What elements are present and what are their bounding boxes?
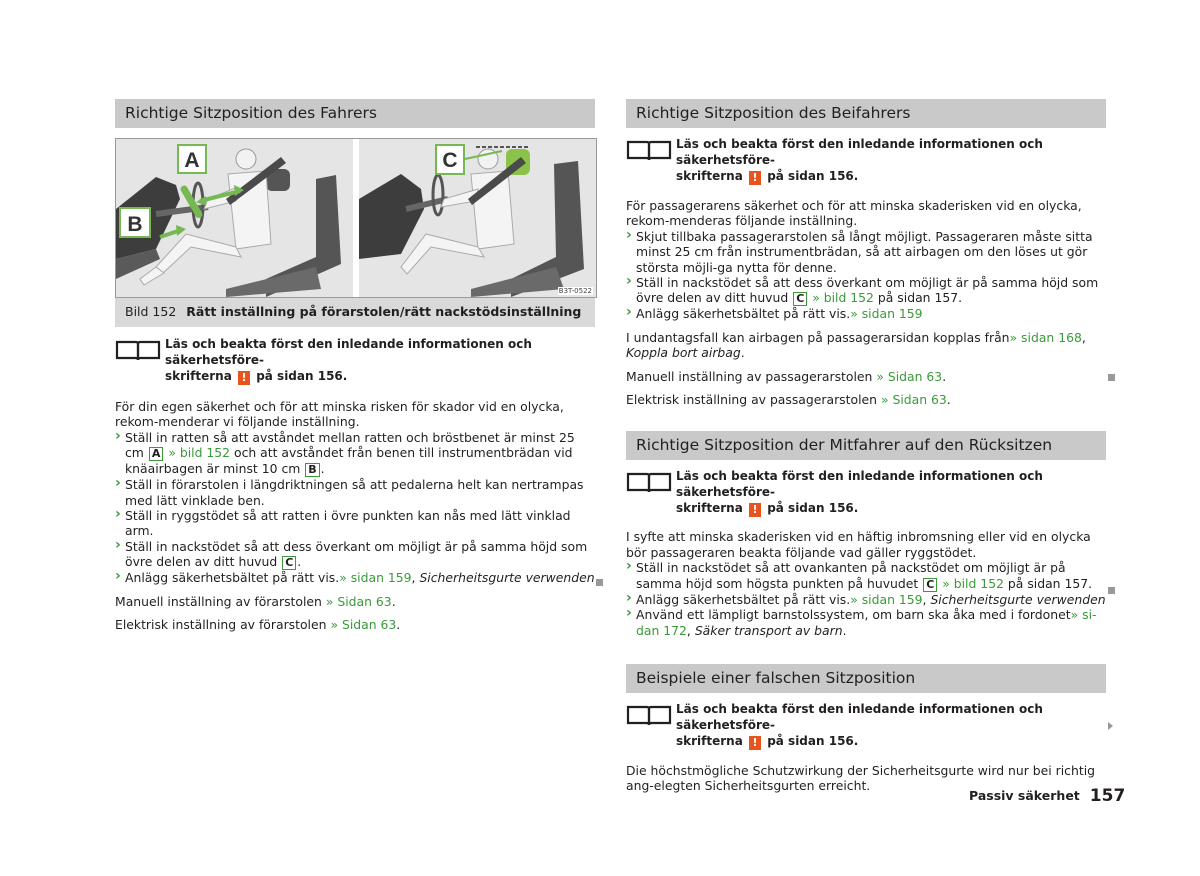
link-bild-152[interactable]: » bild 152	[812, 290, 874, 306]
list-item: › Ställ in ratten så att avståndet mellan ratten och bröstbenet är minst 25 cm A » bild 152 och att avståndet från benen till instrumentbrädan vid knäairbagen är minst 10 cm B .	[115, 430, 595, 477]
svg-text:A: A	[184, 149, 200, 172]
book-icon	[626, 470, 672, 494]
intro-paragraph: Die höchstmögliche Schutzwirkung der Sicherheitsgurte wird nur bei richtig ang-elegten Sicherheitsgurten erreicht.	[626, 762, 1095, 794]
link-sidan-159[interactable]: » sidan 159	[850, 591, 923, 607]
page-number: 157	[1089, 786, 1126, 806]
figure-caption	[115, 298, 595, 327]
book-icon	[626, 138, 672, 162]
link-sidan-63[interactable]: » Sidan 63	[325, 593, 392, 609]
book-icon	[115, 338, 161, 362]
warning-line-2: skrifterna	[676, 169, 743, 183]
link-sidan-168[interactable]: » sidan 168	[1009, 329, 1082, 345]
figure-code: B3T-0522	[558, 287, 592, 295]
link-sidan-63[interactable]: » Sidan 63	[330, 617, 397, 633]
caption-text: Rätt inställning på förarstolen/rätt nackstödsinställning	[186, 304, 582, 319]
caption-number: Bild 152	[125, 304, 177, 319]
intro-paragraph: För din egen säkerhet och för att minska risken för skador vid en olycka, rekom-menderar vi följande inställning.	[115, 399, 564, 430]
page-footer	[969, 786, 1125, 806]
list-item: › Ställ in nackstödet så att dess överkant om möjligt är på samma höjd som övre delen av ditt huvud C .	[115, 539, 595, 570]
section-end-marker	[1108, 587, 1115, 594]
warning-line-1: Läs och beakta först den inledande informationen och säkerhetsföre-	[676, 137, 1043, 167]
left-column	[115, 99, 595, 632]
book-icon	[626, 703, 672, 727]
continue-arrow-icon	[1108, 722, 1113, 730]
link-bild-152[interactable]: » bild 152	[942, 575, 1004, 591]
link-sidan-172[interactable]: » si-dan 172	[636, 607, 1097, 638]
warning-page-ref: på sidan 156.	[767, 733, 859, 748]
section-heading-driver: Richtige Sitzposition des Fahrers	[115, 99, 595, 128]
figure-label-a	[178, 145, 206, 173]
list-item: › Använd ett lämpligt barnstolssystem, om barn ska åka med i fordonet» si-dan 172, Säker transport av barn.	[626, 607, 1106, 638]
ref-box-b: B	[305, 463, 319, 477]
warning-icon: !	[749, 171, 761, 185]
warning-line-1: Läs och beakta först den inledande informationen och säkerhetsföre-	[676, 469, 1043, 500]
warning-page-ref: på sidan 156.	[767, 501, 859, 516]
warning-line-1: Läs och beakta först den inledande informationen och säkerhetsföre-	[165, 337, 532, 367]
list-item: › Ställ in ryggstödet så att ratten i övre punkten kan nås med lätt vinklad arm.	[115, 508, 595, 539]
section-heading-rear-seats: Richtige Sitzposition der Mitfahrer auf den Rücksitzen	[626, 431, 1106, 460]
section-heading-passenger: Richtige Sitzposition des Beifahrers	[626, 99, 1106, 128]
ref-box-c: C	[793, 292, 807, 306]
footer-section: Passiv säkerhet	[969, 788, 1080, 803]
section-end-marker	[1108, 374, 1115, 381]
electric-adjustment: Elektrisk inställning av förarstolen » Sidan 63.	[115, 617, 401, 633]
section-heading-wrong-position: Beispiele einer falschen Sitzposition	[626, 664, 1106, 693]
electric-adjustment: Elektrisk inställning av passagerarstolen » Sidan 63.	[626, 392, 951, 408]
ref-box-a: A	[149, 447, 164, 461]
warning-line-1: Läs och beakta först den inledande informationen och säkerhetsföre-	[676, 701, 1043, 732]
warning-note	[626, 701, 1106, 750]
airbag-deactivation: I undantagsfall kan airbagen på passagerarsidan kopplas från» sidan 168, Koppla bort airbag.	[626, 329, 1086, 361]
seat-illustration	[116, 139, 596, 297]
list-item: › Ställ in nackstödet så att ovankanten på nackstödet om möjligt är på samma höjd som högsta punkten på huvudet C » bild 152 på sidan 157.	[626, 560, 1106, 591]
warning-page-ref: på sidan 156.	[767, 169, 859, 183]
figure-label-c	[436, 145, 464, 174]
figure-label-b	[120, 208, 150, 237]
warning-icon: !	[238, 371, 250, 385]
intro-paragraph: För passagerarens säkerhet och för att minska skaderisken vid en olycka, rekom-menderas följande inställning.	[626, 198, 1082, 229]
warning-note	[115, 336, 595, 385]
warning-note	[626, 468, 1106, 517]
list-item: › Ställ in förarstolen i längdriktningen så att pedalerna helt kan nertrampas med lätt vinklade ben.	[115, 477, 595, 508]
svg-text:C: C	[442, 149, 458, 172]
link-sidan-159[interactable]: » sidan 159	[339, 570, 412, 586]
link-bild-152[interactable]: » bild 152	[168, 445, 231, 461]
ref-box-c: C	[282, 556, 296, 570]
list-item: › Anlägg säkerhetsbältet på rätt vis.» sidan 159	[626, 306, 1106, 321]
list-item: › Skjut tillbaka passagerarstolen så långt möjligt. Passageraren måste sitta minst 25 cm från instrumentbrädan, så att airbagen om den löses ut gör största möjli-ga nytta för denne.	[626, 229, 1106, 275]
svg-text:B: B	[127, 213, 143, 236]
manual-adjustment: Manuell inställning av förarstolen » Sidan 63.	[115, 593, 396, 609]
list-item: › Anlägg säkerhetsbältet på rätt vis.» sidan 159, Sicherheitsgurte verwenden	[115, 570, 595, 585]
figure-seat-position	[115, 138, 597, 298]
section-end-marker	[596, 579, 603, 586]
list-item: › Ställ in nackstödet så att dess överkant om möjligt är på samma höjd som övre delen av ditt huvud C » bild 152 på sidan 157.	[626, 275, 1106, 306]
manual-adjustment: Manuell inställning av passagerarstolen » Sidan 63.	[626, 368, 947, 384]
warning-line-2: skrifterna	[165, 369, 232, 383]
warning-note	[626, 136, 1106, 185]
list-item: › Anlägg säkerhetsbältet på rätt vis.» sidan 159, Sicherheitsgurte verwenden	[626, 592, 1106, 607]
warning-line-2: skrifterna	[676, 733, 743, 748]
link-sidan-63[interactable]: » Sidan 63	[880, 392, 947, 408]
right-column	[626, 99, 1106, 794]
warning-icon: !	[749, 736, 761, 750]
warning-icon: !	[749, 503, 761, 517]
warning-page-ref: på sidan 156.	[256, 369, 348, 383]
warning-line-2: skrifterna	[676, 501, 743, 516]
link-sidan-63[interactable]: » Sidan 63	[876, 368, 943, 384]
link-sidan-159[interactable]: » sidan 159	[850, 306, 923, 322]
ref-box-c: C	[923, 578, 937, 592]
intro-paragraph: I syfte att minska skaderisken vid en häftig inbromsning eller vid en olycka bör passageraren beakta följande vad gäller ryggstödet.	[626, 529, 1091, 560]
